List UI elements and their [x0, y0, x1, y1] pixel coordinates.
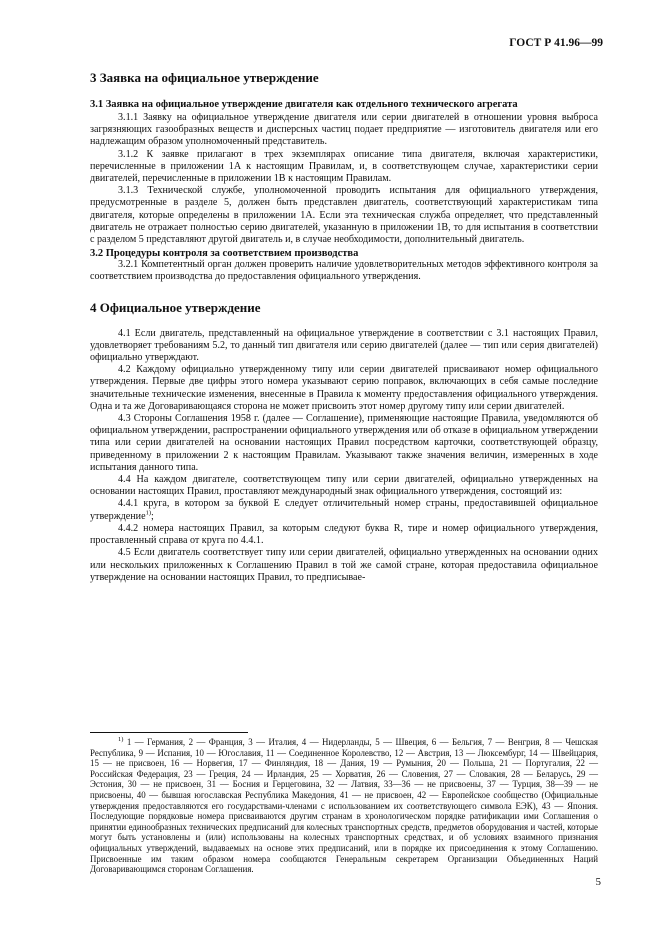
paragraph-4-4-1: [90, 498, 598, 522]
page-number: 5: [595, 876, 601, 888]
main-content: [90, 70, 598, 584]
section-4-title: 4 Официальное утверждение: [90, 299, 261, 315]
footnote-mark: 1): [118, 736, 124, 744]
paragraph-4-5: 4.5 Если двигатель соответствует типу или серии двигателей, официально утвержденных на основании одних или нескольких приложенных к Соглашению Правил в той же самой стране, которая предоставила официальное утверждение на основании настоящих Правил, то предписывае-: [90, 547, 598, 583]
paragraph-4-2: 4.2 Каждому официально утвержденному типу или серии двигателей присваивают номер официального утверждения. Первые две цифры этого номера указывают серию поправок, включающих в себя самые последние значительные технические изменения, внесенные в Правила к моменту предоставления официального утверждения. Одна и та же Договаривающаяся сторона не может присвоить этот номер другому типу или серии двигателей.: [90, 364, 598, 412]
paragraph-4-4: 4.4 На каждом двигателе, соответствующем типу или серии двигателей, официально утвержденных на основании настоящих Правил, проставляют международный знак официального утверждения, состоящий из:: [90, 474, 598, 498]
paragraph-4-1: 4.1 Если двигатель, представленный на официальное утверждение в соответствии с 3.1 настоящих Правил, удовлетворяет требованиям 5.2, то данный тип двигателя или серию двигателей (далее — тип или серия двигателей) официально утверждают.: [90, 327, 598, 364]
subsection-3-1-title: 3.1 Заявка на официальное утверждение двигателя как отдельного технического агрегата: [90, 99, 518, 110]
paragraph-3-2-1: 3.2.1 Компетентный орган должен проверить наличие удовлетворительных методов эффективного контроля за соответствием производства до предоставления официального утверждения.: [90, 259, 598, 283]
paragraph-3-1-1: 3.1.1 Заявку на официальное утверждение двигателя или серии двигателей в отношении уровня выброса загрязняющих газообразных веществ и дисперсных частиц подает предприятие — изготовитель двигателя или его надлежащим образом уполномоченный представитель.: [90, 112, 598, 148]
paragraph-4-3: 4.3 Стороны Соглашения 1958 г. (далее — Соглашение), применяющие настоящие Правила, уведомляются об официальном утверждении, распространении официального утверждения или об отказе в официальном утверждении типа или серии двигателей на основании настоящих Правил посредством карточки, соответствующей образцу, приведенному в приложении 2 к настоящим Правилам. Указывают также значения величин, измеренных в ходе испытания данного типа.: [90, 413, 598, 473]
footnote-separator: [90, 732, 248, 733]
paragraph-3-1-2: 3.1.2 К заявке прилагают в трех экземплярах описание типа двигателя, включая характеристики, перечисленные в приложении 1А к настоящим Правилам, и, в соответствующем случае, характеристики серии двигателей, перечисленные в приложении 1В к настоящим Правилам.: [90, 148, 598, 185]
paragraph-4-4-1-text: 4.4.1 круга, в котором за буквой Е следует отличительный номер страны, предоставившей официальное утверждение: [90, 498, 598, 522]
paragraph-4-4-1-end: ;: [151, 510, 154, 522]
paragraph-3-1-3: 3.1.3 Технической службе, уполномоченной проводить испытания для официального утверждения, предусмотренные в разделе 5, должен быть представлен двигатель, соответствующий характеристикам типа двигателя, которые определены в приложении 1А. Если эта техническая служба определяет, что представленный двигатель не отражает полностью серию двигателей, указанную в приложении 1В, то для испытания в соответствии с разделом 5 представляют другой двигатель и, в случае необходимости, дополнительный двигатель.: [90, 185, 598, 246]
footnote-text: 1 — Германия, 2 — Франция, 3 — Италия, 4 — Нидерланды, 5 — Швеция, 6 — Бельгия, 7 — Венгрия, 8 — Чешская Республика, 9 — Испания, 10 — Югославия, 11 — Соединенное Королевство, 12 — Австрия, 13 — Люксембург, 14 — Швейцария, 15 — не присвоен, 16 — Норвегия, 17 — Финляндия, 18 — Дания, 19 — Румыния, 20 — Польша, 21 — Португалия, 22 — Российская Федерация, 23 — Греция, 24 — Ирландия, 25 — Хорватия, 26 — Словения, 27 — Словакия, 28 — Беларусь, 29 — Эстония, 30 — не присвоен, 31 — Босния и Герцеговина, 32 — Латвия, 33—36 — не присвоены, 37 — Турция, 38—39 — не присвоены, 40 — бывшая югославская Республика Македония, 41 — не присвоен, 42 — Европейское сообщество (Официальные утверждения предоставляются его государствами-членами с использованием их соответствующего символа ЕЭК), 43 — Япония. Последующие порядковые номера присваиваются другим странам в хронологическом порядке ратификации ими Соглашения о принятии единообразных технических предписаний для колесных транспортных средств, предметов оборудования и частей, которые могут быть установлены и (или) использованы на колесных транспортных средствах, и об условиях взаимного признания официальных утверждений, выдаваемых на основе этих предписаний, или в порядке их присоединения к этому Соглашению. Присвоенные им таким образом номера сообщаются Генеральным секретарем Организации Объединенных Наций Договаривающимся сторонам Соглашения.: [90, 737, 598, 875]
subsection-3-2-title: 3.2 Процедуры контроля за соответствием производства: [90, 248, 359, 260]
footnote: [90, 737, 598, 875]
section-3-title: 3 Заявка на официальное утверждение: [90, 70, 319, 85]
paragraph-4-4-2: 4.4.2 номера настоящих Правил, за которым следуют буква R, тире и номер официального утверждения, проставленный справа от круга по 4.4.1.: [90, 522, 598, 547]
document-header: ГОСТ Р 41.96—99: [509, 37, 603, 49]
footnote-reference: 1): [145, 509, 151, 517]
